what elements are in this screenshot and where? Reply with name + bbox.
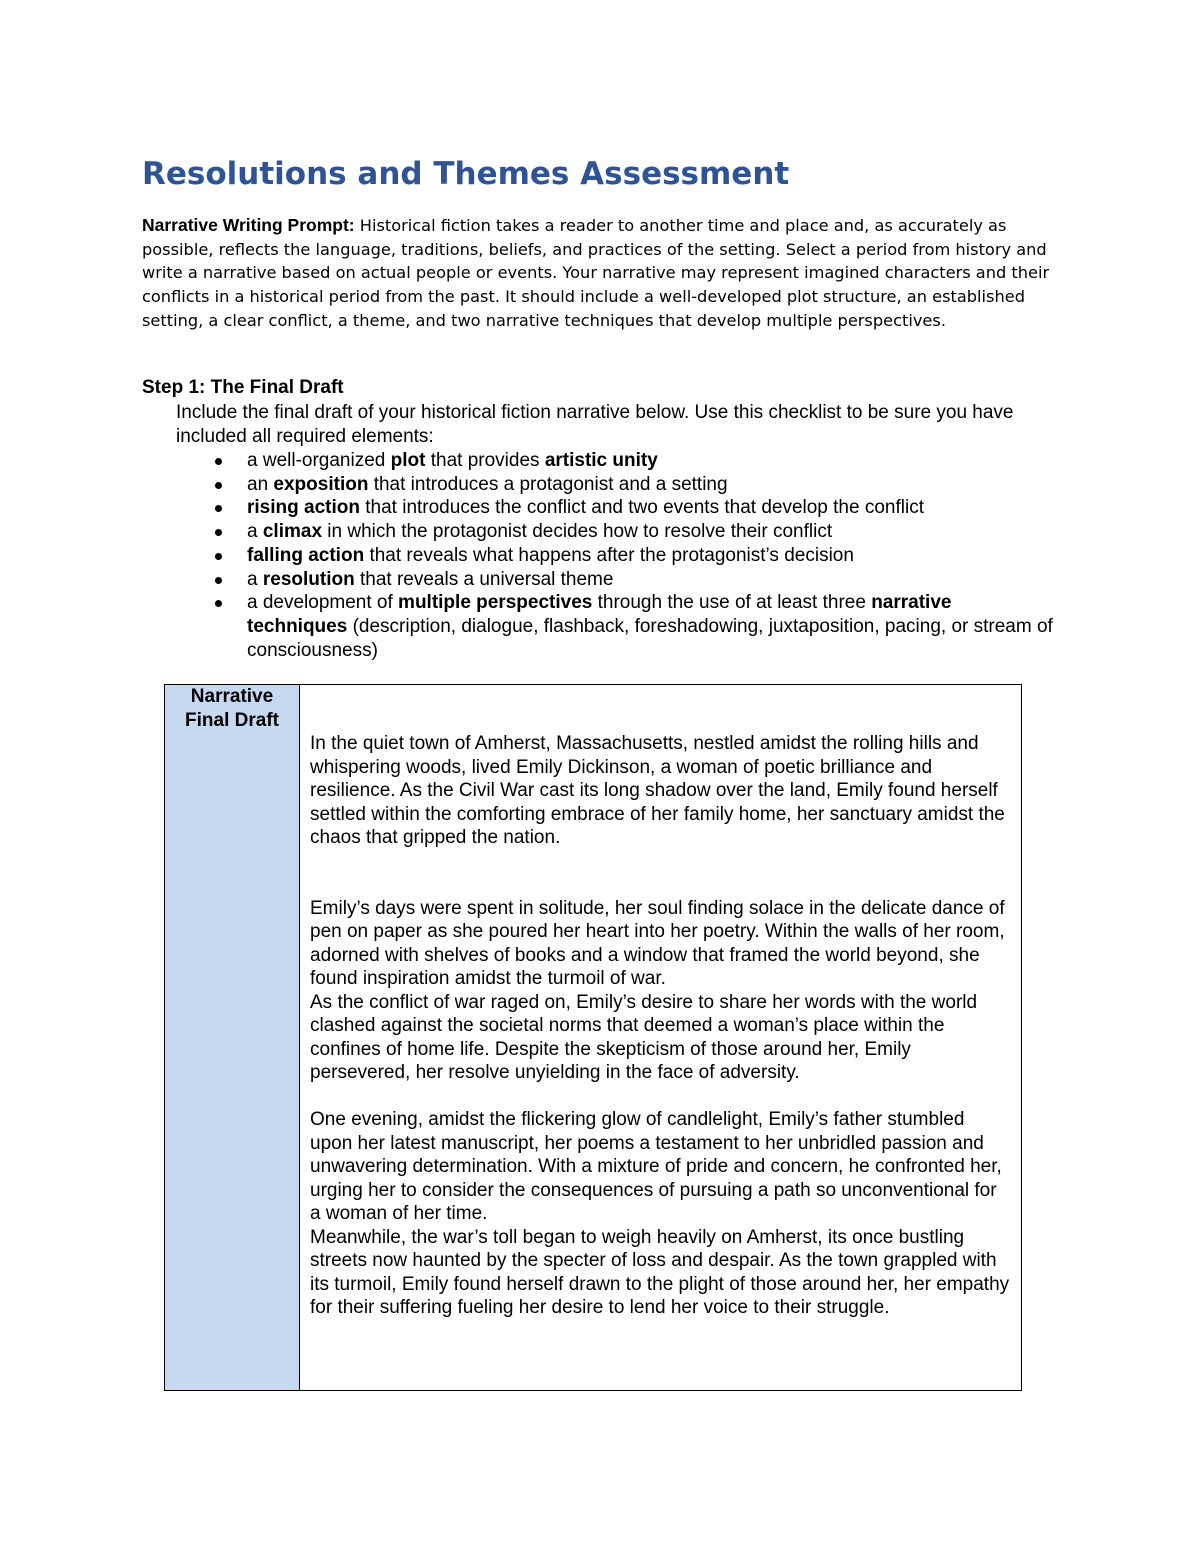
checklist-item-pre: an: [247, 473, 274, 495]
draft-paragraph: Emily’s days were spent in solitude, her soul finding solace in the delicate dance of pen on paper as she poured her heart into her poetry. Within the walls of her room, adorned with shelves of books and a window that framed the world beyond, she found inspiration amidst the turmoil of war.: [310, 897, 1005, 989]
checklist-item-mid: that reveals a universal theme: [354, 568, 614, 590]
checklist-item-pre: a: [247, 568, 263, 590]
draft-blank-line: [310, 850, 1011, 874]
checklist-item-term-2: artistic unity: [544, 450, 658, 471]
checklist-item: [176, 591, 1056, 662]
step-1-heading: Step 1: The Final Draft: [142, 377, 344, 398]
bullet-icon: [215, 458, 222, 465]
checklist-item: [176, 544, 1056, 568]
checklist-item-term: resolution: [262, 568, 355, 590]
checklist-item-mid: that reveals what happens after the protagonist’s decision: [364, 544, 854, 566]
checklist-item-term: multiple perspectives: [398, 592, 593, 614]
final-draft-table: [164, 684, 1022, 1391]
checklist-item-term: falling action: [247, 544, 365, 566]
checklist-item-term: climax: [262, 521, 323, 543]
checklist-item-mid: that provides: [425, 450, 545, 471]
step-1-intro: Include the final draft of your historical fiction narrative below. Use this checklist to be sure you have included all required elements:: [176, 402, 1014, 447]
checklist-item-term: plot: [390, 450, 426, 471]
prompt-label: Narrative Writing Prompt:: [142, 215, 355, 235]
checklist-item-mid: that introduces the conflict and two events that develop the conflict: [359, 497, 924, 519]
final-draft-row: [165, 685, 1022, 1391]
checklist-item: [176, 473, 1056, 497]
checklist-item-term-2: narrative techniques: [247, 592, 952, 637]
draft-paragraph: As the conflict of war raged on, Emily’s desire to share her words with the world clashed against the societal norms that deemed a woman’s place within the confines of home life. Despite the skepticism of those around her, Emily persevered, her resolve unyielding in the face of adversity.: [310, 991, 978, 1083]
draft-blank-line: [310, 873, 1011, 897]
checklist-item-mid: through the use of at least three: [592, 592, 872, 614]
final-draft-content-cell[interactable]: [300, 685, 1022, 1391]
checklist-item-mid: in which the protagonist decides how to resolve their conflict: [322, 521, 833, 543]
bullet-icon: [215, 529, 222, 536]
page-title: Resolutions and Themes Assessment: [142, 156, 790, 192]
label-line-2: Final Draft: [185, 709, 279, 731]
checklist-item-term: exposition: [273, 473, 369, 495]
checklist-item: [176, 568, 1056, 592]
checklist-item-pre: a: [247, 521, 263, 543]
writing-prompt: [142, 214, 1062, 333]
checklist-item-mid: that introduces a protagonist and a setting: [368, 473, 728, 495]
checklist-item-term: rising action: [247, 497, 360, 519]
bullet-icon: [215, 482, 222, 489]
requirements-checklist: [176, 449, 1056, 662]
bullet-icon: [215, 505, 222, 512]
checklist-item-pre: a well-organized: [247, 450, 391, 471]
checklist-item: [176, 496, 1056, 520]
draft-paragraph: Meanwhile, the war’s toll began to weigh heavily on Amherst, its once bustling streets now haunted by the specter of loss and despair. As the town grappled with its turmoil, Emily found herself drawn to the plight of those around her, her empathy for their suffering fueling her desire to lend her voice to their struggle.: [310, 1226, 1010, 1318]
checklist-item: [176, 449, 1056, 473]
final-draft-label-cell: [165, 685, 300, 1391]
bullet-icon: [215, 577, 222, 584]
bullet-icon: [215, 553, 222, 560]
draft-blank-line: [310, 1085, 1011, 1109]
bullet-icon: [215, 600, 222, 607]
prompt-text: Historical fiction takes a reader to another time and place and, as accurately as possible, reflects the language, traditions, beliefs, and practices of the setting. Select a period from history and write a narrative based on actual people or events. Your narrative may represent imagined characters and their conflicts in a historical period from the past. It should include a well-developed plot structure, an established setting, a clear conflict, a theme, and two narrative techniques that develop multiple perspectives.: [142, 216, 1050, 330]
checklist-item-post: (description, dialogue, flashback, foreshadowing, juxtaposition, pacing, or stream of consciousness): [247, 615, 1053, 661]
checklist-item: [176, 520, 1056, 544]
draft-paragraph: One evening, amidst the flickering glow of candlelight, Emily’s father stumbled upon her latest manuscript, her poems a testament to her unbridled passion and unwavering determination. With a mixture of pride and concern, he confronted her, urging her to consider the consequences of pursuing a path so unconventional for a woman of her time.: [310, 1109, 1002, 1224]
label-line-1: Narrative: [190, 686, 274, 707]
draft-paragraph: In the quiet town of Amherst, Massachusetts, nestled amidst the rolling hills and whispering woods, lived Emily Dickinson, a woman of poetic brilliance and resilience. As the Civil War cast its long shadow over the land, Emily found herself settled within the comforting embrace of her family home, her sanctuary amidst the chaos that gripped the nation.: [310, 733, 1005, 848]
checklist-item-pre: a development of: [247, 592, 399, 614]
